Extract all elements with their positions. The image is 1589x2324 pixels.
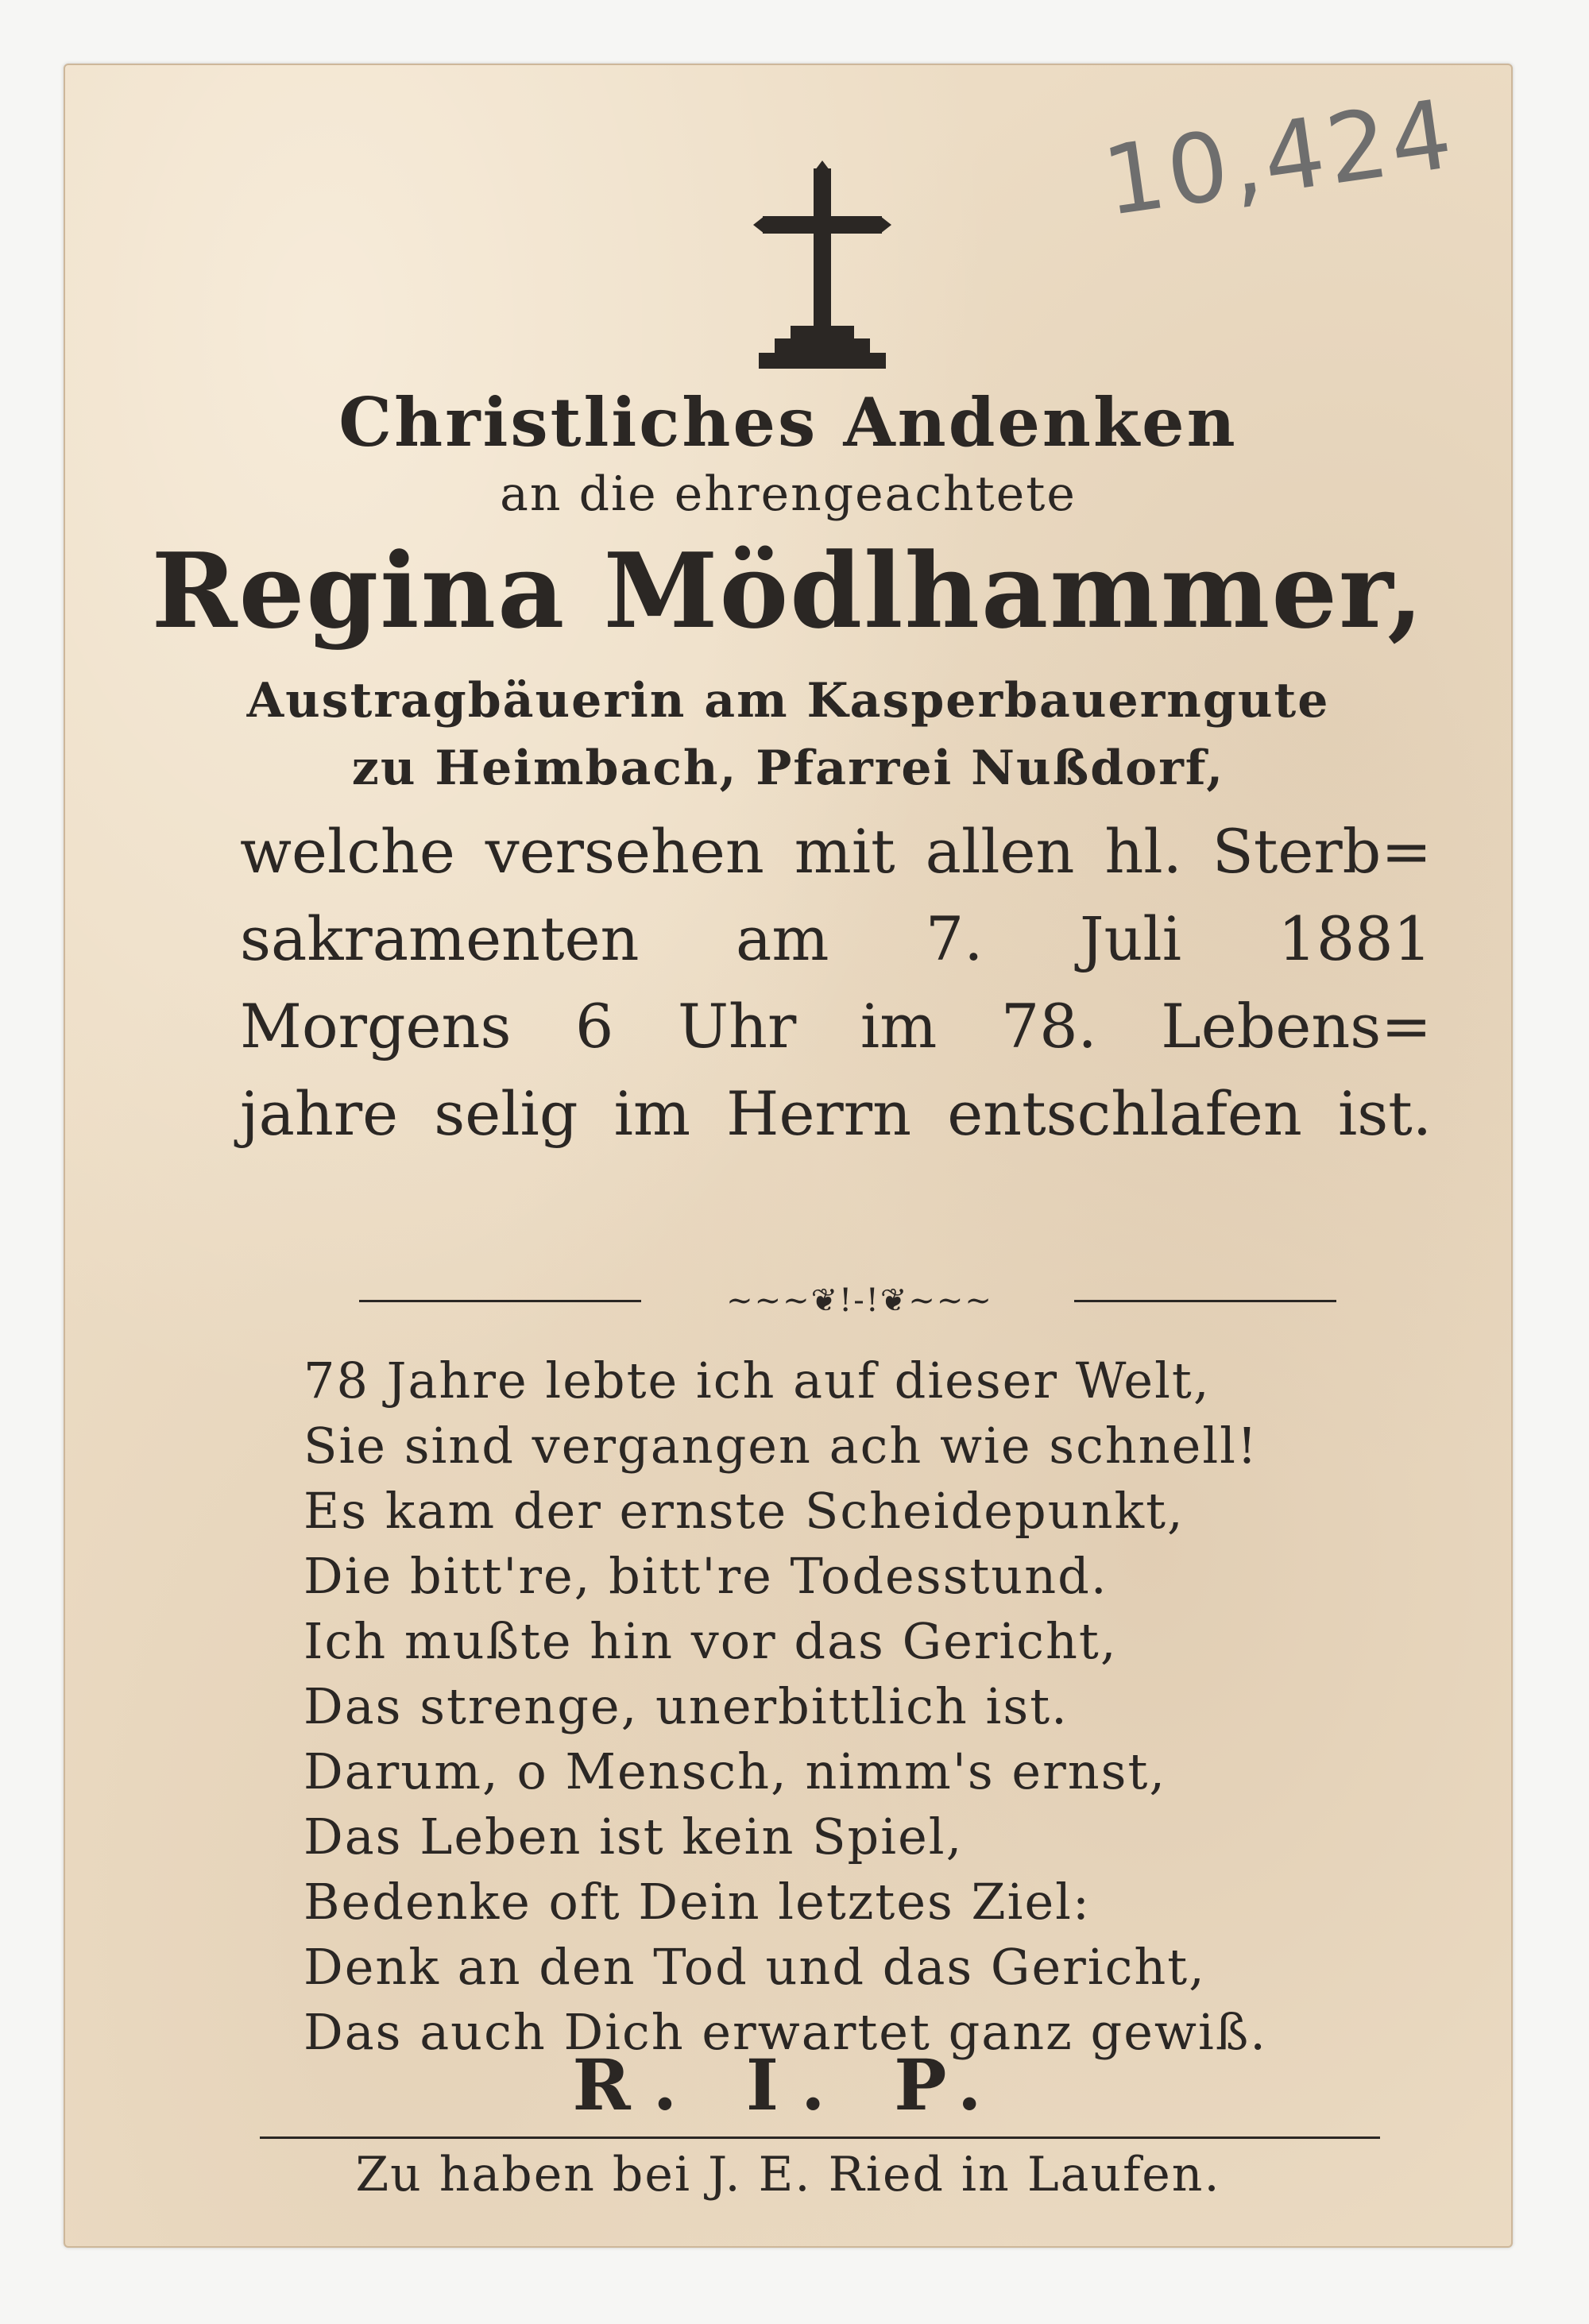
rip-closing: R. I. P. xyxy=(572,2044,1004,2126)
poem-line: 78 Jahre lebte ich auf dieser Welt, xyxy=(303,1351,1211,1409)
memorial-card xyxy=(64,64,1513,2248)
poem-line: Es kam der ernste Scheidepunkt, xyxy=(303,1482,1185,1540)
divider-line xyxy=(359,1300,641,1302)
poem-line: Darum, o Mensch, nimm's ernst, xyxy=(303,1742,1167,1800)
poem-line: Das strenge, unerbittlich ist. xyxy=(303,1677,1069,1735)
ornament-glyphs: ~~~❦!-!❦~~~ xyxy=(726,1282,993,1319)
printer-note: Zu haben bei J. E. Ried in Laufen. xyxy=(355,2147,1221,2202)
card-title: Christliches Andenken xyxy=(338,383,1238,462)
body-line: Morgens 6 Uhr im 78. Lebens= xyxy=(240,991,1432,1061)
deceased-role-line-1: Austragbäuerin am Kasperbauerngute xyxy=(246,673,1330,729)
body-line: sakramenten am 7. Juli 1881 xyxy=(240,903,1432,974)
deceased-role-line-2: zu Heimbach, Pfarrei Nußdorf, xyxy=(351,741,1225,796)
poem-line: Ich mußte hin vor das Gericht, xyxy=(303,1612,1118,1670)
poem-line: Bedenke oft Dein letztes Ziel: xyxy=(303,1873,1091,1931)
body-line: jahre selig im Herrn entschlafen ist. xyxy=(240,1078,1432,1149)
poem-line: Das auch Dich erwartet ganz gewiß. xyxy=(303,2003,1267,2061)
poem-line: Sie sind vergangen ach wie schnell! xyxy=(303,1417,1258,1475)
ornament-divider xyxy=(359,1281,1336,1321)
poem-line: Die bitt're, bitt're Todesstund. xyxy=(303,1547,1108,1605)
cross-icon xyxy=(747,160,898,371)
divider-line xyxy=(1074,1300,1336,1302)
poem-line: Das Leben ist kein Spiel, xyxy=(303,1808,964,1866)
poem xyxy=(303,1348,1376,2065)
card-subtitle: an die ehrengeachtete xyxy=(500,466,1077,522)
bottom-rule xyxy=(260,2136,1380,2139)
poem-line: Denk an den Tod und das Gericht, xyxy=(303,1938,1206,1996)
deceased-name: Regina Mödlhammer, xyxy=(151,530,1425,652)
inventory-number: 10,424 xyxy=(1096,79,1462,238)
body-line: welche versehen mit allen hl. Sterb= xyxy=(240,816,1432,887)
